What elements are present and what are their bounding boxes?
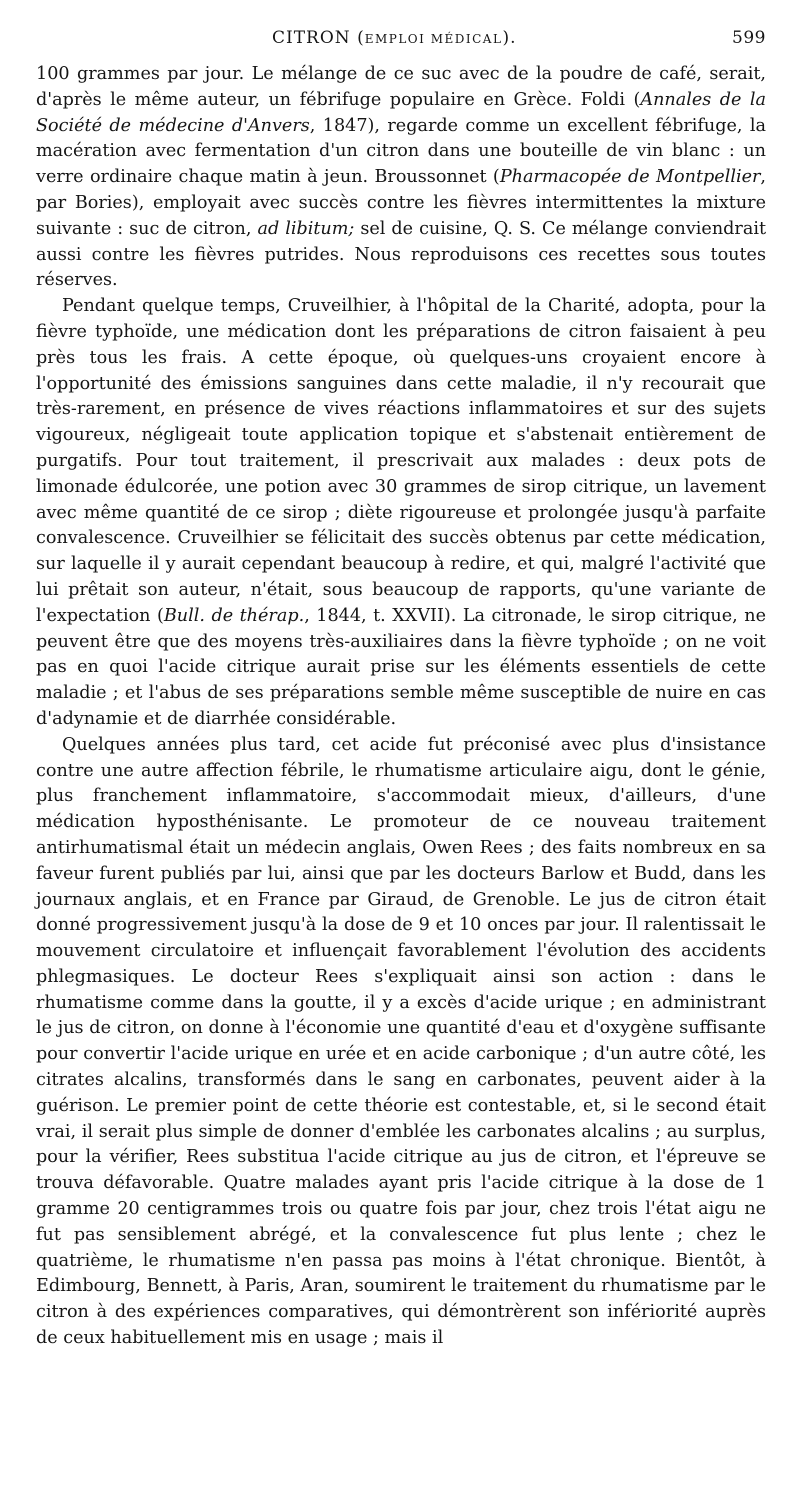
text-run: sel de cuisine, Q. S. Ce mélange conviendrait aussi contre les fièvres putrides. Nous reproduisons ces recettes sous toutes réserves.	[36, 218, 767, 291]
running-title-subject: EMPLOI MÉDICAL	[364, 32, 503, 46]
italic-citation: Annales de la Société de médecine d'Anvers	[36, 89, 766, 136]
italic-citation: Pharmacopée de Montpellier	[499, 167, 761, 188]
italic-citation: Bull. de thérap.	[163, 605, 305, 626]
running-title-close: ).	[502, 28, 517, 48]
running-title	[272, 28, 516, 48]
book-page	[36, 28, 766, 1352]
page-number: 599	[732, 28, 766, 48]
text-run: , par Bories), employait avec succès contre les fièvres intermittentes la mixture suivante : suc de citron,	[36, 167, 766, 239]
text-run: , 1844, t. XXVII). La citronade, le sirop citrique, ne peuvent être que des moyens très-auxiliaires dans la fièvre typhoïde ; on ne voit pas en quoi l'acide citrique aurait prise sur les éléments essentiels de cette maladie ; et l'abus de ses préparations semble même susceptible de nuire en cas d'adynamie et de diarrhée considérable.	[36, 605, 766, 729]
body-text	[36, 62, 766, 1352]
paragraph-3	[36, 733, 766, 1352]
text-run: 100 grammes par jour. Le mélange de ce suc avec de la poudre de café, serait, d'après le même auteur, un fébrifuge populaire en Grèce. Foldi (	[36, 64, 766, 110]
running-head	[36, 28, 766, 62]
paragraph-1	[36, 62, 766, 294]
text-run: Pendant quelque temps, Cruveilhier, à l'hôpital de la Charité, adopta, pour la fièvre typhoïde, une médication dont les préparations de citron faisaient à peu près tous les frais. A cette époque, où quelques-uns croyaient encore à l'opportunité des émissions sanguines dans cette maladie, il n'y recourait que très-rarement, en présence de vives réactions inflammatoires et sur des sujets vigoureux, négligeait toute application topique et s'abstenait entièrement de purgatifs. Pour tout traitement, il prescrivait aux malades : deux pots de limonade édulcorée, une potion avec 30 grammes de sirop citrique, un lavement avec même quantité de ce sirop ; diète rigoureuse et prolongée jusqu'à parfaite convalescence. Cruveilhier se félicitait des succès obtenus par cette médication, sur laquelle il y aurait cependant beaucoup à redire, et qui, malgré l'activité que lui prêtait son auteur, n'était, sous beaucoup de rapports, qu'une variante de l'expectation (	[36, 296, 766, 626]
paragraph-2	[36, 294, 766, 733]
italic-citation: ad libitum;	[257, 218, 355, 239]
running-title-main: CITRON (	[272, 28, 365, 48]
text-run: Quelques années plus tard, cet acide fut préconisé avec plus d'insistance contre une autre affection fébrile, le rhumatisme articulaire aigu, dont le génie, plus franchement inflammatoire, s'accommodait mieux, d'ailleurs, d'une médication hyposthénisante. Le promoteur de ce nouveau traitement antirhumatismal était un médecin anglais, Owen Rees ; des faits nombreux en sa faveur furent publiés par lui, ainsi que par les docteurs Barlow et Budd, dans les journaux anglais, et en France par Giraud, de Grenoble. Le jus de citron était donné progressivement jusqu'à la dose de 9 et 10 onces par jour. Il ralentissait le mouvement circulatoire et influençait favorablement l'évolution des accidents phlegmasiques. Le docteur Rees s'expliquait ainsi son action : dans le rhumatisme comme dans la goutte, il y a excès d'acide urique ; en administrant le jus de citron, on donne à l'économie une quantité d'eau et d'oxygène suffisante pour convertir l'acide urique en urée et en acide carbonique ; d'un autre côté, les citrates alcalins, transformés dans le sang en carbonates, peuvent aider à la guérison. Le premier point de cette théorie est contestable, et, si le second était vrai, il serait plus simple de donner d'emblée les carbonates alcalins ; au surplus, pour la vérifier, Rees substitua l'acide citrique au jus de citron, et l'épreuve se trouva défavorable. Quatre malades ayant pris l'acide citrique à la dose de 1 gramme 20 centigrammes trois ou quatre fois par jour, chez trois l'état aigu ne fut pas sensiblement abrégé, et la convalescence fut plus lente ; chez le quatrième, le rhumatisme n'en passa pas moins à l'état chronique. Bientôt, à Edimbourg, Bennett, à Paris, Aran, soumirent le traitement du rhumatisme par le citron à des expériences comparatives, qui démontrèrent son infériorité auprès de ceux habituellement mis en usage ; mais il	[36, 734, 766, 1349]
text-run: , 1847), regarde comme un excellent fébrifuge, la macération avec fermentation d'un citron dans une bouteille de vin blanc : un verre ordinaire chaque matin à jeun. Broussonnet (	[36, 115, 766, 188]
